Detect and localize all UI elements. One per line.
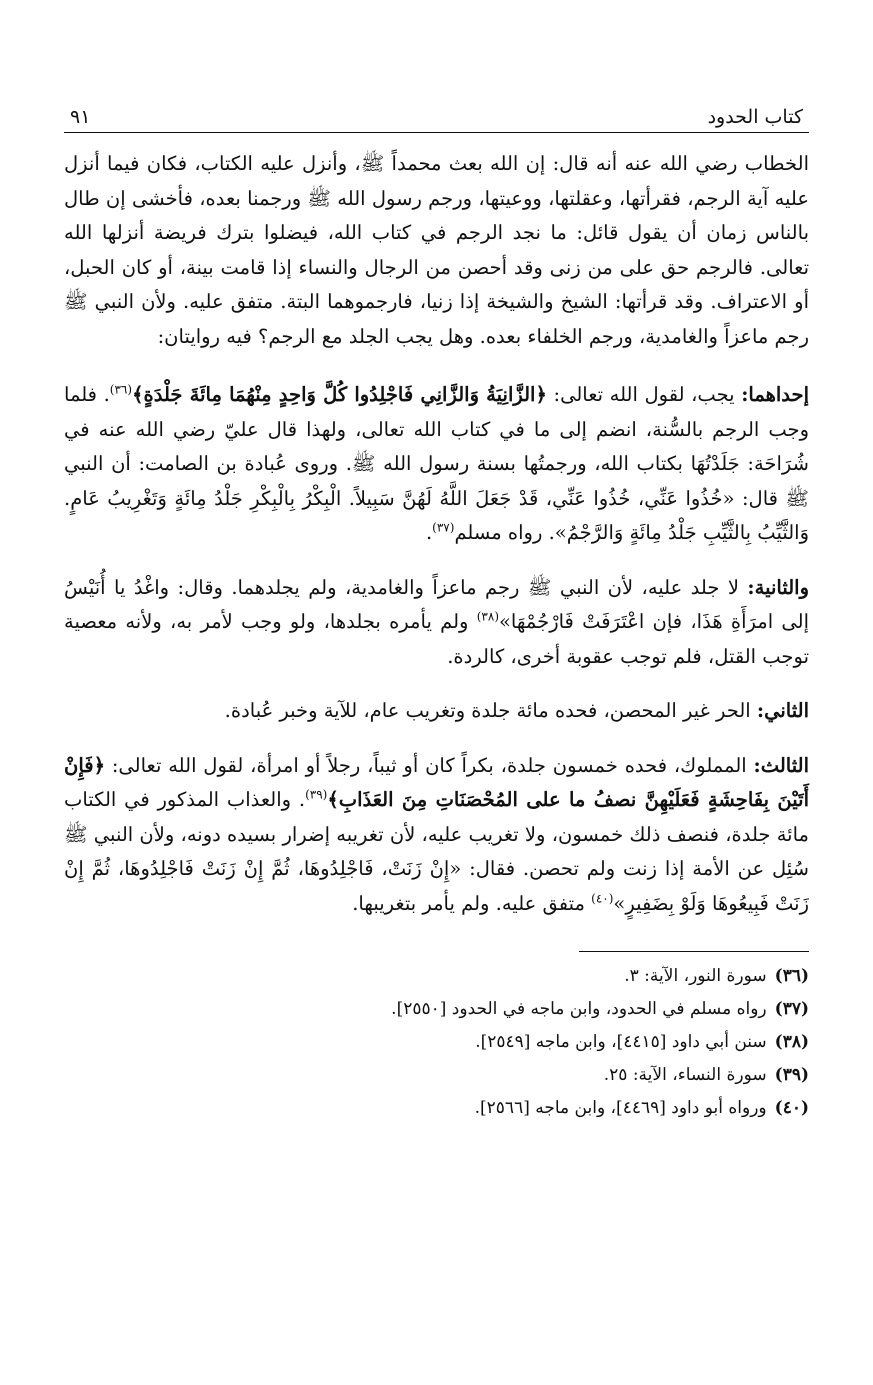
paragraph-second-category [64,694,809,729]
footnote-text: سنن أبي داود [٤٤١٥]، وابن ماجه [٢٥٤٩]. [475,1032,767,1052]
paragraph-text: متفق عليه. ولم يأمر بتغريبها. [352,891,592,915]
paragraph-text: لا جلد عليه، لأن النبي ﷺ رجم ماعزاً والغامدية، ولم يجلدهما. وقال: واغْدُ يا أُنَيْسُ إلى امرَأَةِ هَذَا، فإن اعْتَرَفَتْ فَارْجُمْهَا» [64,575,809,633]
paragraph-lead: والثانية: [747,575,809,599]
paragraph-text: ولم يأمره بجلدها، ولو وجب لأمر به، ولأنه معصية توجب القتل، فلم توجب عقوبة أخرى، كالردة. [64,610,809,668]
paragraph-text: المملوك، فحده خمسون جلدة، بكراً كان أو ثيباً، رجلاً أو امرأة، لقول الله تعالى: [105,753,754,777]
quran-verse: ﴿فَإِنْ أَتَيْنَ بِفَاحِشَةٍ فَعَلَيْهِنَّ نصفُ ما على المُحْصَنَاتِ مِنَ العَذَابِ﴾ [64,753,809,811]
footnote-item [64,1098,809,1118]
page-number: ٩١ [70,106,91,128]
footnote-ref[interactable]: (٣٨) [476,609,499,624]
main-text [64,147,809,921]
footnote-item [64,999,809,1019]
footnote-text: سورة النساء، الآية: ٢٥. [603,1065,767,1085]
footnote-number: (٤٠) [774,1098,809,1118]
paragraph-text: . فلما وجب الرجم بالسُّنة، انضم إلى ما في كتاب الله تعالى، ولهذا قال عليّ رضي الله عنه في شُرَاحَة: جَلَدْتُهَا بكتاب الله، ورجمتُها بسنة رسول الله ﷺ. وروى عُبادة بن الصامت: أن النبي ﷺ قال: «خُذُوا عَنِّي، خُذُوا عَنِّي، قَدْ جَعَلَ اللَّهُ لَهُنَّ سَبِيلاً. الْبِكْرُ بِالْبِكْرِ جَلْدُ مِائَةٍ وَتَغْرِيبُ عَامٍ. وَالثَّيِّبُ بِالثَّيِّبِ جَلْدُ مِائَةٍ وَالرَّجْمُ». رواه مسلم [64,383,809,544]
footnote-text: سورة النور، الآية: ٣. [624,966,767,986]
paragraph-text: يجب، لقول الله تعالى: [546,383,742,406]
paragraph-lead: الثاني: [756,699,809,722]
footnote-item [64,1065,809,1085]
footnote-number: (٣٩) [774,1065,809,1085]
footnote-divider [579,951,809,952]
quran-verse: ﴿الزَّانِيَةُ وَالزَّانِي فَاجْلِدُوا كُلَّ وَاحِدٍ مِنْهُمَا مِائَةَ جَلْدَةٍ﴾ [132,383,547,406]
header-divider [64,132,809,133]
footnote-number: (٣٧) [774,999,809,1019]
footnote-text: رواه مسلم في الحدود، وابن ماجه في الحدود [٢٥٥٠]. [391,999,767,1019]
footnote-number: (٣٦) [774,966,809,986]
footnotes [64,966,809,1118]
paragraph-second-narration [64,571,809,675]
paragraph-text: . [425,521,433,544]
paragraph-text: . والعذاب المذكور في الكتاب مائة جلدة، فنصف ذلك خمسون، ولا تغريب عليه، لأن تغريبه إضرار بسيده دونه، ولأن النبي ﷺ سُئِل عن الأمة إذا زنت ولم تحصن. فقال: «إِنْ زَنَتْ، فَاجْلِدُوهَا، ثُمَّ إِنْ زَنَتْ فَاجْلِدُوهَا، ثُمَّ إِنْ زَنَتْ فَبِيعُوهَا وَلَوْ بِضَفِيرٍ» [64,788,809,915]
paragraph-text: الخطاب رضي الله عنه أنه قال: إن الله بعث محمداً ﷺ، وأنزل عليه الكتاب، فكان فيما أنزل عليه آية الرجم، فقرأتها، وعقلتها، ووعيتها، ورجم رسول الله ﷺ ورجمنا بعده، فأخشى إن طال بالناس زمان أن يقول قائل: ما نجد الرجم في كتاب الله، فيضلوا بترك فريضة أنزلها الله تعالى. فالرجم حق على من زنى وقد أحصن من الرجال والنساء إذا قامت بينة، أو كان الحبل، أو الاعتراف. وقد قرأتها: الشيخ والشيخة إذا زنيا، فارجموهما البتة. متفق عليه. ولأن النبي ﷺ رجم ماعزاً والغامدية، ورجم الخلفاء بعده. وهل يجب الجلد مع الرجم؟ فيه روايتان: [64,152,809,348]
footnote-ref[interactable]: (٣٦) [109,382,133,397]
paragraph-lead: الثالث: [753,753,809,777]
footnote-number: (٣٨) [774,1032,809,1052]
paragraph-first-narration [64,378,809,551]
footnote-ref[interactable]: (٤٠) [591,891,614,905]
footnote-ref[interactable]: (٣٩) [305,787,328,802]
footnote-item [64,966,809,986]
paragraph-intro [64,147,809,354]
page-header [64,92,809,132]
footnote-text: ورواه أبو داود [٤٤٦٩]، وابن ماجه [٢٥٦٦]. [474,1098,767,1118]
paragraph-text: الحر غير المحصن، فحده مائة جلدة وتغريب عام، للآية وخبر عُبادة. [224,699,757,722]
running-title: كتاب الحدود [707,106,803,128]
footnote-item [64,1032,809,1052]
footnote-ref[interactable]: (٣٧) [432,520,455,535]
paragraph-third-category [64,749,809,922]
paragraph-lead: إحداهما: [741,383,810,406]
